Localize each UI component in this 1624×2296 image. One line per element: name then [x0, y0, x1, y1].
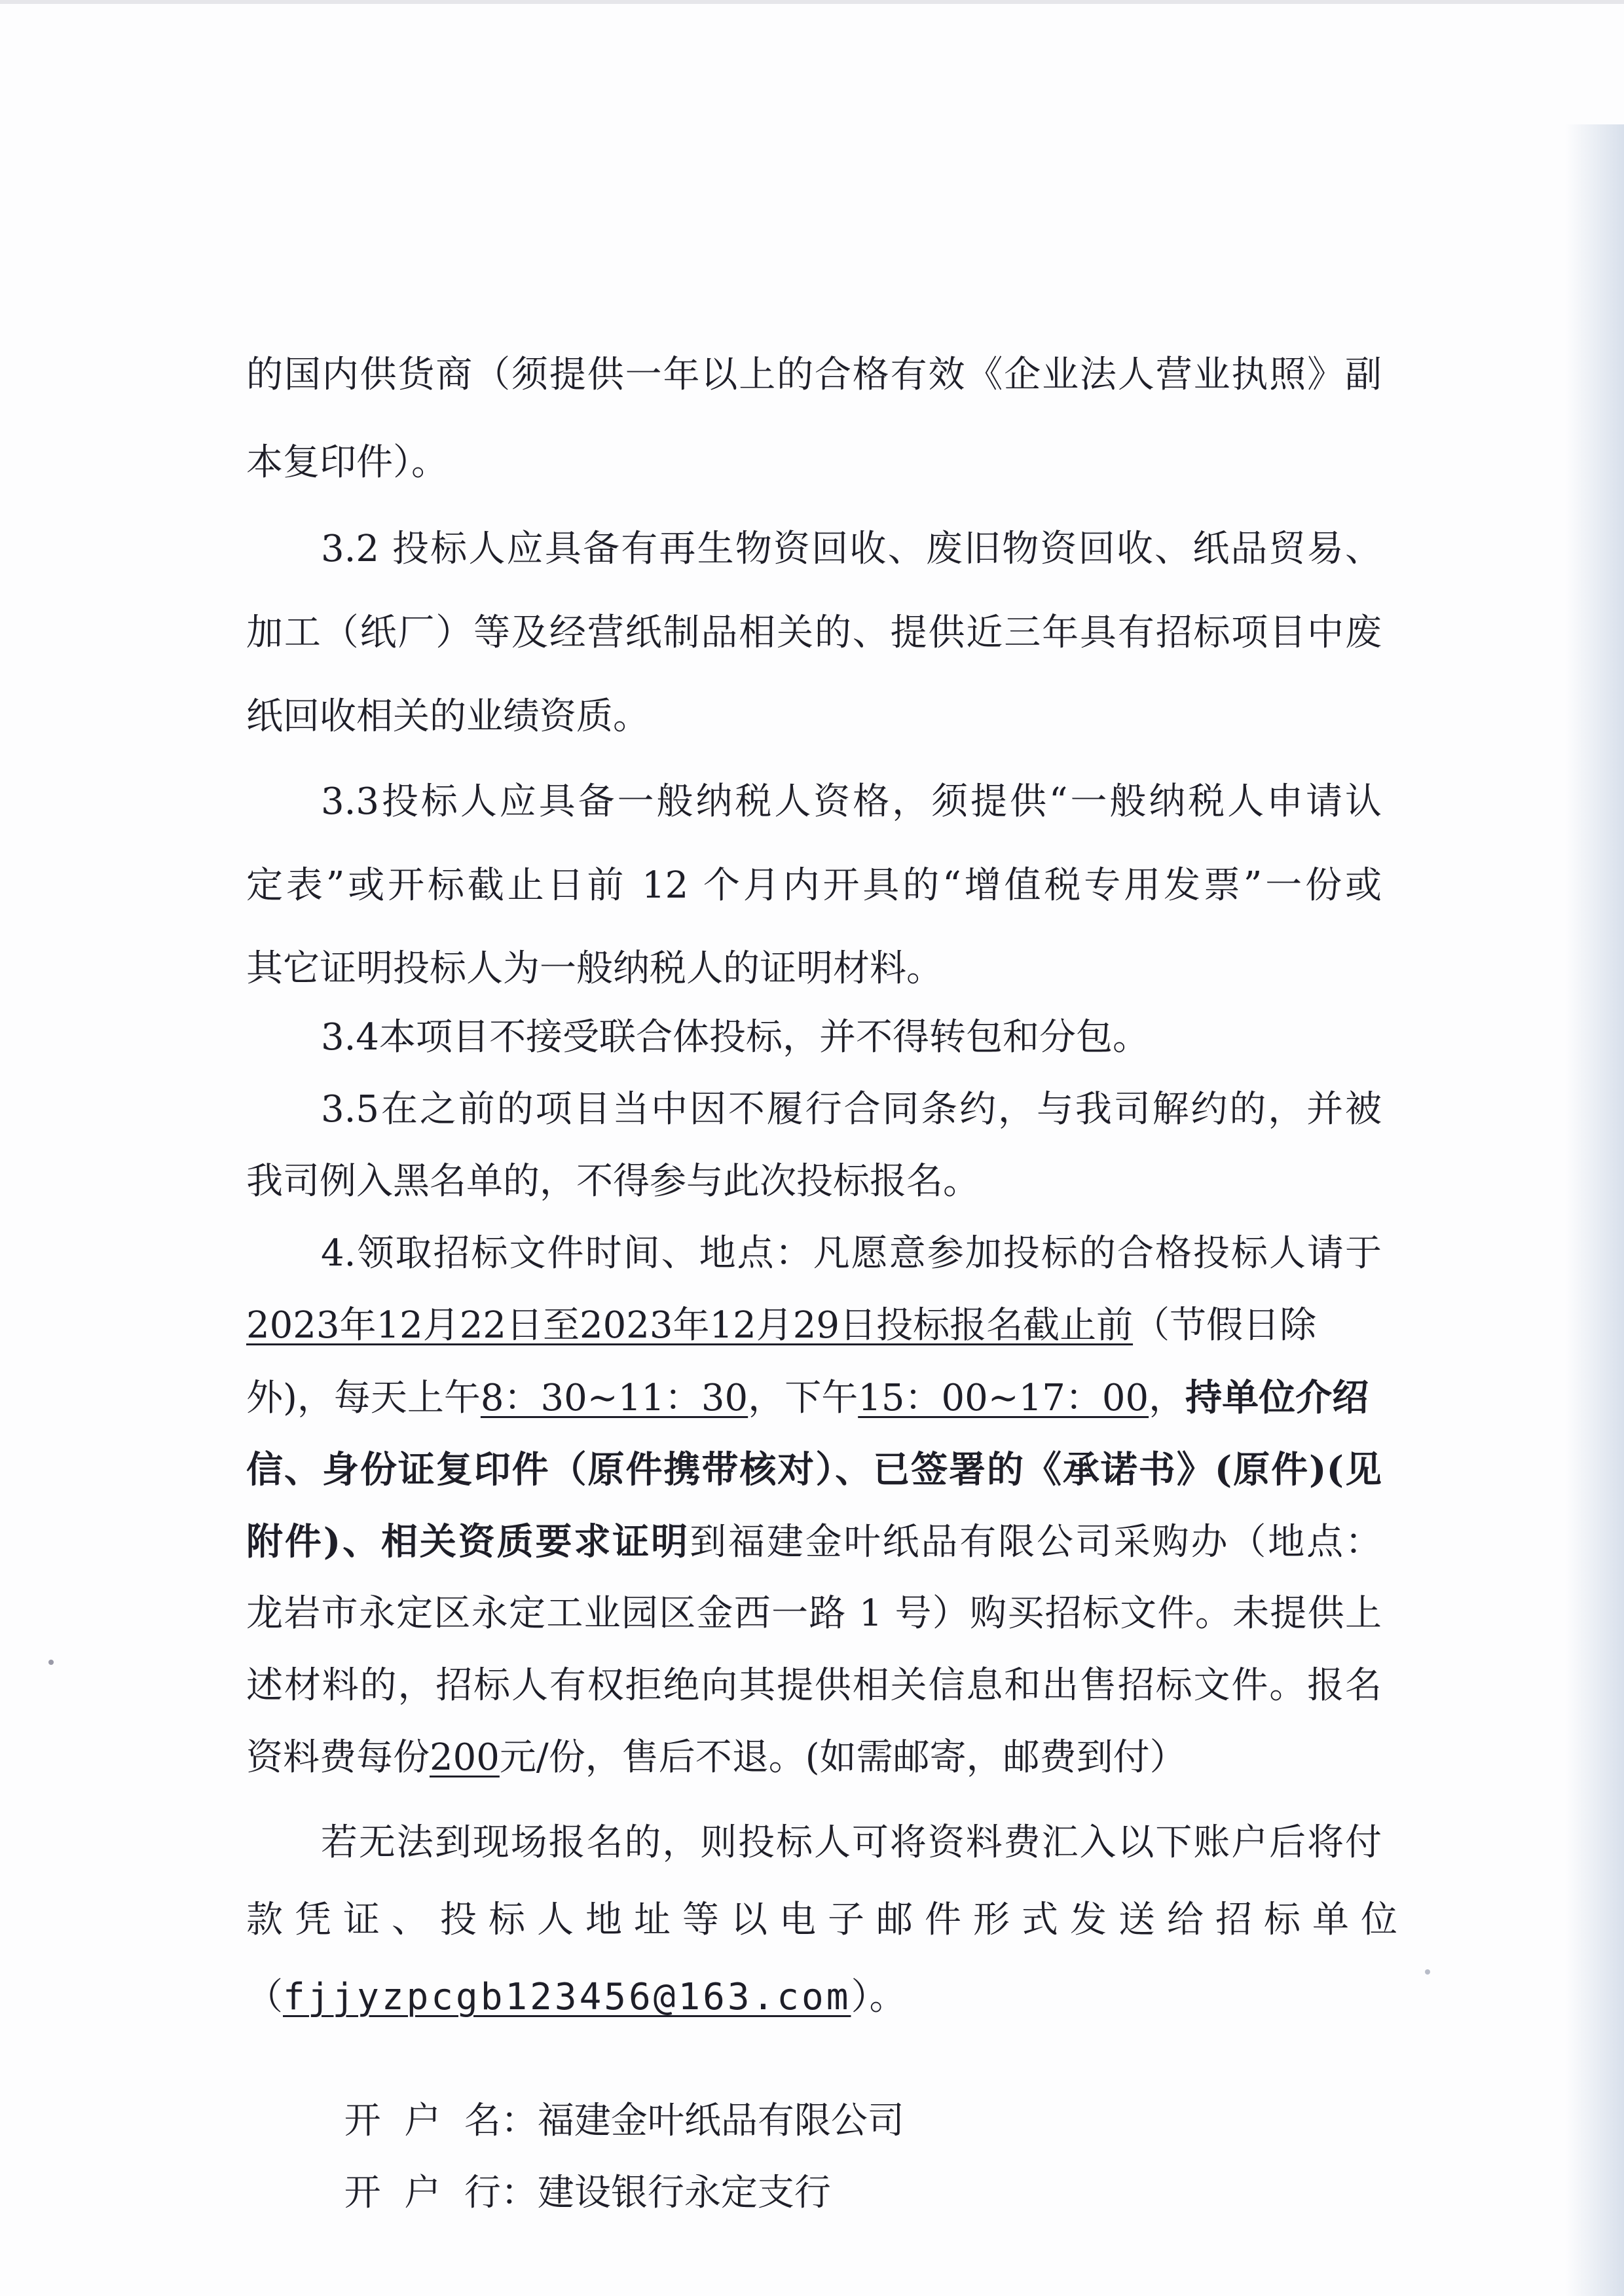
- required-docs-start: 持单位介绍: [1185, 1376, 1369, 1419]
- morning-label: 外)，每天上午: [246, 1377, 481, 1419]
- purchase-office: 到福建金叶纸品有限公司采购办（地点：: [690, 1521, 1382, 1563]
- clause-4-line-1: 4.领取招标文件时间、地点：凡愿意参加投标的合格投标人请于: [321, 1232, 1382, 1275]
- clause-3-2-line-1: 3.2 投标人应具备有再生物资回收、废旧物资回收、纸品贸易、: [321, 528, 1382, 570]
- remote-line-3: [246, 1971, 1382, 2024]
- clause-4-line-2: [246, 1300, 1382, 1352]
- scan-speck: [48, 1660, 54, 1665]
- clause-4-line-6: 龙岩市永定区永定工业园区金西一路 1 号）购买招标文件。未提供上: [246, 1592, 1382, 1635]
- fee-amount: 200: [430, 1736, 500, 1779]
- scan-speck: [1425, 1969, 1430, 1975]
- clause-3-3-line-2: 定表”或开标截止日前 12 个月内开具的“增值税专用发票”一份或: [246, 864, 1382, 907]
- clause-3-4-line-1: 3.4本项目不接受联合体投标，并不得转包和分包。: [321, 1016, 1150, 1059]
- afternoon-label: ，下午: [748, 1377, 858, 1419]
- scan-edge-shadow: [1565, 124, 1624, 2296]
- remote-line-1: 若无法到现场报名的，则投标人可将资料费汇入以下账户后将付: [321, 1821, 1382, 1864]
- afternoon-hours: 15：00~17：00: [858, 1377, 1149, 1419]
- morning-hours: 8：30~11：30: [480, 1377, 748, 1419]
- clause-3-5-line-2: 我司例入黑名单的，不得参与此次投标报名。: [246, 1160, 980, 1203]
- clause-3-3-line-3: 其它证明投标人为一般纳税人的证明材料。: [246, 947, 943, 990]
- fee-label: 资料费每份: [246, 1736, 430, 1779]
- clause-3-1-line-1: 的国内供货商（须提供一年以上的合格有效《企业法人营业执照》副: [246, 354, 1382, 396]
- required-docs-end: 附件)、相关资质要求证明: [246, 1520, 690, 1563]
- clause-3-2-line-2: 加工（纸厂）等及经营纸制品相关的、提供近三年具有招标项目中废: [246, 611, 1382, 654]
- page-top-edge: [0, 0, 1624, 4]
- clause-3-5-line-1: 3.5在之前的项目当中因不履行合同条约，与我司解约的，并被: [321, 1088, 1382, 1131]
- clause-4-line-4: 信、身份证复印件（原件携带核对）、已签署的《承诺书》(原件)(见: [246, 1448, 1382, 1491]
- contact-email-link[interactable]: fjjyzpcgb123456@163.com: [283, 1976, 851, 2018]
- remote-line-2: 款凭证、投标人地址等以电子邮件形式发送给招标单位: [246, 1899, 1409, 1941]
- registration-period: 2023年12月22日至2023年12月29日投标报名截止前: [246, 1304, 1134, 1347]
- close-paren: ）。: [851, 1976, 906, 2018]
- account-name-value: 福建金叶纸品有限公司: [537, 2100, 904, 2142]
- clause-4-line-8: [246, 1732, 1382, 1784]
- clause-3-1-line-2: 本复印件）。: [246, 441, 448, 484]
- clause-3-3-line-1: 3.3投标人应具备一般纳税人资格，须提供“一般纳税人申请认: [321, 780, 1382, 823]
- open-paren: （: [246, 1976, 283, 2018]
- clause-4-line-3: [246, 1372, 1382, 1425]
- comma: ，: [1149, 1377, 1186, 1419]
- holiday-note: （节假日除: [1133, 1304, 1317, 1347]
- account-bank-row: [321, 2115, 1382, 2219]
- account-bank-value: 建设银行永定支行: [537, 2172, 831, 2214]
- account-name-label: 开 户 名：: [344, 2100, 538, 2142]
- clause-3-2-line-3: 纸回收相关的业绩资质。: [246, 695, 650, 738]
- fee-terms: 元/份，售后不退。(如需邮寄，邮费到付）: [499, 1736, 1187, 1779]
- account-bank-label: 开 户 行：: [344, 2172, 538, 2214]
- clause-4-line-5: [246, 1516, 1382, 1569]
- clause-4-line-7: 述材料的，招标人有权拒绝向其提供相关信息和出售招标文件。报名: [246, 1664, 1382, 1707]
